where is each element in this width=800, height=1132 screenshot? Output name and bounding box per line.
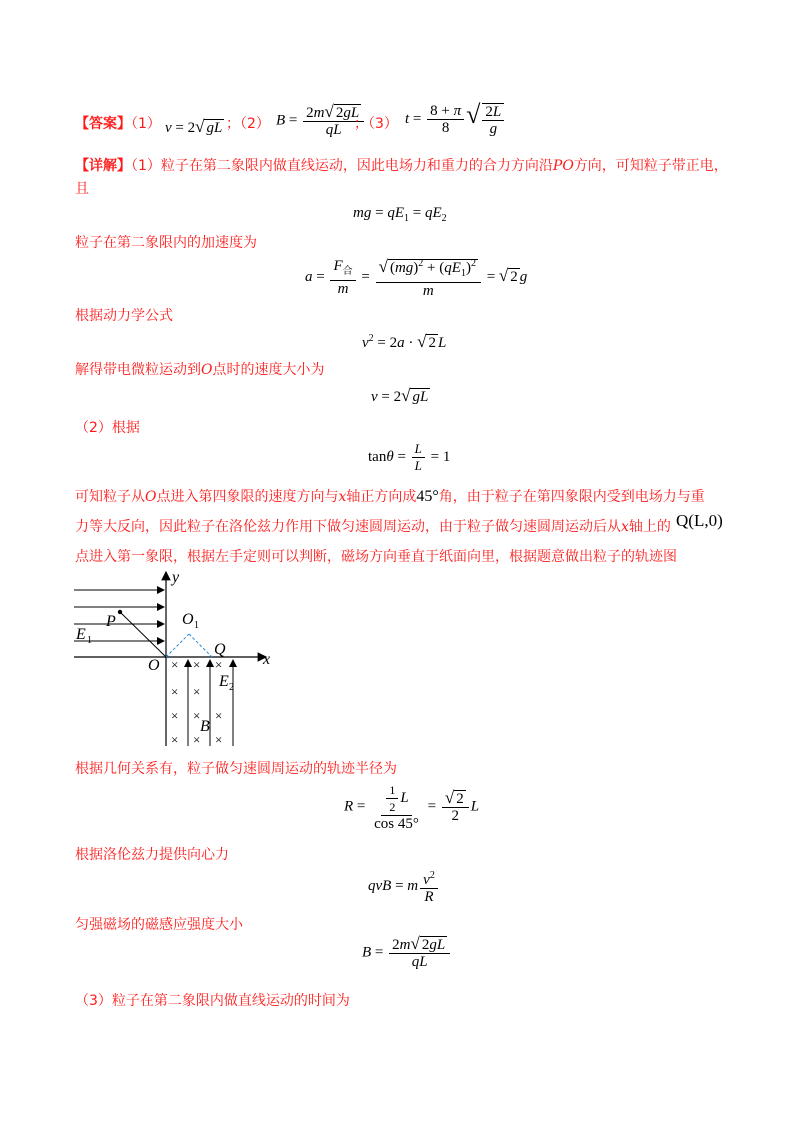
cross-icon: × <box>193 657 201 672</box>
part3-text: （3）粒子在第二象限内做直线运动的时间为 <box>75 993 350 1009</box>
cross-icon: × <box>215 657 223 672</box>
B-text: 匀强磁场的磁感应强度大小 <box>75 917 243 933</box>
label-B: B <box>200 718 210 735</box>
eq-radius: R = $\frac{1}{2}$ L cos 45° = $\frac{√ 2}{2}$ L <box>344 783 480 832</box>
cross-icon: × <box>193 708 201 723</box>
answer-eq3: t = $\frac{8 + \pi}{8}$ √ $\frac{2L}{g}$ <box>405 100 506 137</box>
label-x-dir: x <box>338 489 347 505</box>
label-Q-figure: Q <box>214 641 226 658</box>
eq-lorentz: qvB = m $\frac{v^2}{R}$ <box>368 868 440 905</box>
dir-text-d: 角，由于粒子在第四象限内受到电场力与重 <box>438 489 705 505</box>
label-O-solve: O <box>201 362 213 378</box>
solve-text-b: 点时的速度大小为 <box>212 362 325 378</box>
eq-mg: mg = $qE_1 = qE_2$ <box>353 205 447 224</box>
part2-label: （2）根据 <box>75 420 140 436</box>
angle-45: 45° <box>416 488 439 505</box>
force-line <box>75 516 671 536</box>
dir-text-a: 可知粒子从 <box>75 489 145 505</box>
trajectory-PO <box>120 612 166 657</box>
answer-eq2: B = $\frac{2m√ 2gL}{qL}$ <box>276 104 366 138</box>
label-x-force: x <box>621 519 629 535</box>
cross-icon: × <box>215 708 223 723</box>
label-PO: PO <box>552 158 574 174</box>
solve-line <box>75 359 324 379</box>
dir-text-c: 轴正方向成 <box>346 489 417 505</box>
label-y: y <box>172 569 180 586</box>
force-text: 力等大反向，因此粒子在洛伦兹力作用下做匀速圆周运动，由于粒子做匀速圆周运动后从 <box>75 519 621 535</box>
radius-text: 根据几何关系有，粒子做匀速圆周运动的轨迹半径为 <box>75 761 397 777</box>
answer-eq1: v = 2√ gL <box>165 117 223 136</box>
cross-icon: × <box>171 657 179 672</box>
label-E1-sub: 1 <box>87 635 92 646</box>
answer-part3-label: ；（3） <box>354 116 398 132</box>
eq-kin: $v^2 = 2a$ · √ 2 L <box>362 332 447 351</box>
dir-line <box>75 486 705 506</box>
label-x: x <box>263 651 271 668</box>
label-Q: Q(L,0) <box>676 511 723 530</box>
label-O1-sub: 1 <box>194 620 199 631</box>
cross-icon: × <box>193 684 201 699</box>
kin-text: 根据动力学公式 <box>75 308 173 324</box>
eq-tan: tanθ = $\frac{L}{L}$ = 1 <box>368 441 451 473</box>
detail-tag: 【详解】 <box>75 158 131 174</box>
force-text-b: 轴上的 <box>628 519 671 535</box>
cross-icon: × <box>171 708 179 723</box>
label-O1: O <box>182 611 194 628</box>
label-E2: E <box>219 673 229 690</box>
lorentz-text: 根据洛伦兹力提供向心力 <box>75 847 229 863</box>
eq-B: B = $\frac{2m√ 2gL}{qL}$ <box>362 936 452 970</box>
label-P: P <box>106 613 116 630</box>
eq-v: v = 2√ gL <box>371 386 429 405</box>
answer-part2-label: ；（2） <box>226 116 270 132</box>
trajectory-figure <box>70 568 280 750</box>
dir-text-b: 点进入第四象限的速度方向与 <box>156 489 339 505</box>
label-E2-sub: 2 <box>229 682 234 693</box>
accel-text: 粒子在第二象限内的加速度为 <box>75 235 257 251</box>
answer-tag: 【答案】 <box>75 116 131 132</box>
dashed-radius-1 <box>166 634 189 657</box>
label-O-origin: O <box>148 657 160 674</box>
dashed-radius-2 <box>189 634 212 657</box>
solve-text-a: 解得带电微粒运动到 <box>75 362 201 378</box>
label-O-dir: O <box>145 489 157 505</box>
answer-line <box>75 113 161 133</box>
label-E1: E <box>76 626 86 643</box>
detail-line1 <box>75 155 728 175</box>
enter-line: 点进入第一象限，根据左手定则可以判断，磁场方向垂直于纸面向里，根据题意做出粒子的轨迹图 <box>75 549 677 565</box>
cross-icon: × <box>193 732 201 747</box>
eq-accel: a = $\frac{F_合}{m}$ = $\frac{√ (mg)^2 + (qE_1)^2}{m}$ = √ 2 g <box>305 257 528 299</box>
detail-text-1: （1）粒子在第二象限内做直线运动，因此电场力和重力的合力方向沿 <box>131 158 553 174</box>
cross-icon: × <box>171 684 179 699</box>
cross-icon: × <box>215 732 223 747</box>
b-field-crosses <box>171 657 222 747</box>
answer-part1-label: （1） <box>131 116 161 132</box>
detail-line2: 且 <box>75 181 89 197</box>
cross-icon: × <box>171 732 179 747</box>
detail-text-1b: 方向，可知粒子带正电， <box>573 158 728 174</box>
